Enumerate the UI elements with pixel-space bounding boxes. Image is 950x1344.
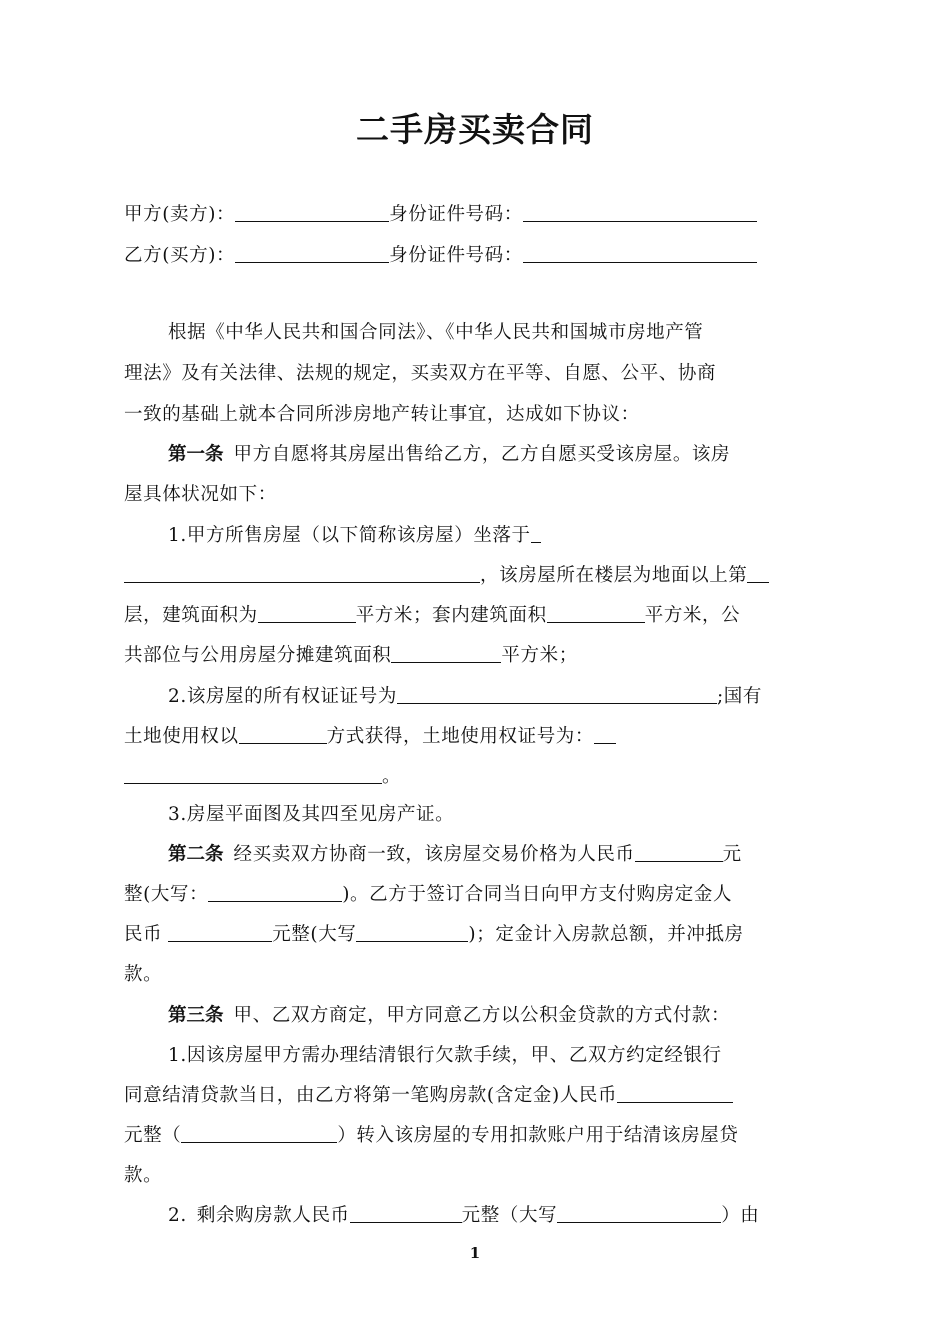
- article3-line-1: [168, 1003, 830, 1029]
- article3-text-1: 甲、乙双方商定，甲方同意乙方以公积金贷款的方式付款：: [233, 1005, 731, 1026]
- seller-id-label: 身份证件号码：: [389, 204, 523, 225]
- article2-text-3a: 民币: [124, 924, 163, 945]
- item1-text-b: ，该房屋所在楼层为地面以上第: [480, 565, 748, 586]
- item2-line-2: [124, 724, 830, 750]
- item2-text-d: 方式获得，土地使用权证号为：: [326, 726, 595, 747]
- item3-line: 3.房屋平面图及其四至见房产证。: [168, 804, 455, 825]
- document-title: 二手房买卖合同: [356, 110, 594, 149]
- article3-p2-text-c: 元整（大写: [461, 1205, 558, 1226]
- article2-line-2: [124, 882, 830, 908]
- item1-text-f: 共部位与公用房屋分摊建筑面积: [124, 645, 392, 666]
- seller-id-blank[interactable]: [523, 203, 757, 222]
- buyer-id-blank[interactable]: [523, 244, 757, 263]
- item1-line-1: [168, 523, 830, 549]
- buyer-line: [124, 243, 830, 269]
- article3-p1-line-1: 1.因该房屋甲方需办理结清银行欠款手续，甲、乙双方约定经银行: [168, 1045, 722, 1066]
- article2-text-3b: 元整(大写: [272, 924, 357, 945]
- article3-heading: 第三条: [168, 1005, 224, 1026]
- article2-heading: 第二条: [168, 844, 224, 865]
- item1-line-3: [124, 603, 830, 629]
- land-cert-blank-start[interactable]: [594, 725, 616, 744]
- shared-area-blank[interactable]: [391, 644, 501, 663]
- page-number: 1: [469, 1244, 481, 1262]
- item1-text-g: 平方米；: [501, 645, 578, 666]
- item1-text-a: 1.甲方所售房屋（以下简称该房屋）坐落于: [168, 525, 531, 546]
- price-uppercase-blank[interactable]: [208, 883, 342, 902]
- first-payment-blank[interactable]: [617, 1084, 733, 1103]
- article3-p1-text-d: ）转入该房屋的专用扣款账户用于结清该房屋贷: [337, 1125, 739, 1146]
- article2-text-1a: 经买卖双方协商一致，该房屋交易价格为人民币: [233, 844, 635, 865]
- seller-label: 甲方(卖方)：: [124, 204, 236, 225]
- preamble-line-1: 根据《中华人民共和国合同法》、《中华人民共和国城市房地产管: [168, 322, 704, 343]
- article2-line-4: 款。: [124, 964, 163, 985]
- article2-text-3c: )；定金计入房款总额，并冲抵房: [468, 924, 744, 945]
- seller-line: [124, 202, 830, 228]
- item2-text-a: 2.该房屋的所有权证证号为: [168, 686, 397, 707]
- article3-p1-line-3: [124, 1123, 830, 1149]
- article1-text-1: 甲方自愿将其房屋出售给乙方，乙方自愿买受该房屋。该房: [233, 444, 731, 465]
- article3-p2-text-a: 2.: [168, 1205, 187, 1226]
- article2-text-1b: 元: [722, 844, 742, 865]
- item1-line-4: [124, 643, 830, 669]
- item1-text-d: 平方米；套内建筑面积: [355, 605, 547, 626]
- building-area-blank[interactable]: [258, 604, 356, 623]
- buyer-id-label: 身份证件号码：: [389, 245, 523, 266]
- article3-p1-line-2: [124, 1083, 830, 1109]
- article3-p1-text-b: 同意结清贷款当日，由乙方将第一笔购房款(含定金)人民币: [124, 1085, 618, 1106]
- article1-heading: 第一条: [168, 444, 224, 465]
- buyer-label: 乙方(买方)：: [124, 245, 236, 266]
- item2-text-c: 土地使用权以: [124, 726, 239, 747]
- item2-text-b: ;国有: [716, 686, 762, 707]
- article3-p2-line-1: [168, 1203, 830, 1229]
- deposit-blank[interactable]: [168, 923, 272, 942]
- preamble-line-3: 一致的基础上就本合同所涉房地产转让事宜，达成如下协议：: [124, 404, 640, 425]
- remaining-payment-uppercase-blank[interactable]: [557, 1204, 721, 1223]
- first-payment-uppercase-blank[interactable]: [181, 1124, 337, 1143]
- item2-text-e: 。: [382, 766, 402, 787]
- inner-area-blank[interactable]: [547, 604, 645, 623]
- price-blank[interactable]: [635, 843, 723, 862]
- article2-line-3: [124, 922, 830, 948]
- article3-p1-line-4: 款。: [124, 1165, 163, 1186]
- preamble-line-2: 理法》及有关法律、法规的规定，买卖双方在平等、自愿、公平、协商: [124, 363, 717, 384]
- item2-line-3: [124, 764, 830, 790]
- deposit-uppercase-blank[interactable]: [356, 923, 468, 942]
- article3-p1-text-c: 元整（: [124, 1125, 182, 1146]
- item1-text-c: 层，建筑面积为: [124, 605, 258, 626]
- land-acquire-method-blank[interactable]: [239, 725, 327, 744]
- seller-name-blank[interactable]: [235, 203, 389, 222]
- location-blank-start[interactable]: [531, 524, 541, 543]
- article1-line-1: [168, 442, 830, 468]
- floor-blank[interactable]: [747, 564, 769, 583]
- article2-text-2a: 整(大写：: [124, 884, 209, 905]
- article2-text-2b: )。乙方于签订合同当日向甲方支付购房定金人: [342, 884, 733, 905]
- buyer-name-blank[interactable]: [235, 244, 389, 263]
- article1-line-2: 屋具体状况如下：: [124, 484, 277, 505]
- item2-line-1: [168, 684, 830, 710]
- land-cert-blank[interactable]: [124, 765, 382, 784]
- remaining-payment-blank[interactable]: [350, 1204, 462, 1223]
- article3-p2-text-b: 剩余购房款人民币: [196, 1205, 350, 1226]
- item1-line-2: [124, 563, 830, 589]
- location-blank[interactable]: [124, 564, 480, 583]
- article2-line-1: [168, 842, 830, 868]
- item1-text-e: 平方米，公: [644, 605, 741, 626]
- ownership-cert-blank[interactable]: [397, 685, 717, 704]
- article3-p2-text-d: ）由: [721, 1205, 760, 1226]
